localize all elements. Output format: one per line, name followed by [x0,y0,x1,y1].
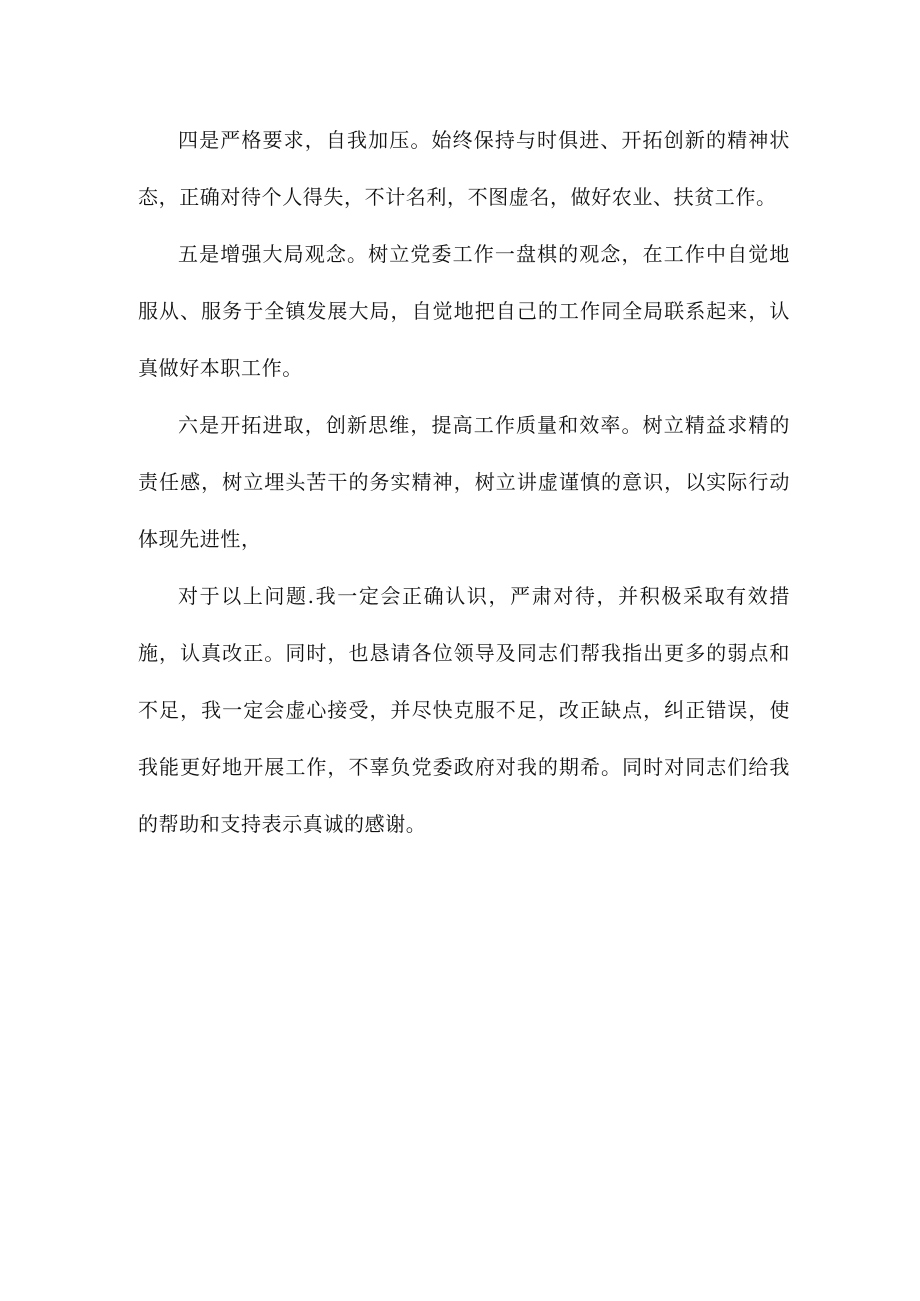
paragraph-6-innovation: 六是开拓进取，创新思维，提高工作质量和效率。树立精益求精的责任感，树立埋头苦干的务实精神，树立讲虚谨慎的意识，以实际行动体现先进性， [138,413,790,551]
paragraph-4-strict-requirements: 四是严格要求，自我加压。始终保持与时俱进、开拓创新的精神状态，正确对待个人得失，不计名利，不图虚名，做好农业、扶贫工作。 [138,128,790,209]
paragraph-conclusion: 对于以上问题.我一定会正确认识，严肃对待，并积极采取有效措施，认真改正。同时，也恳请各位领导及同志们帮我指出更多的弱点和不足，我一定会虚心接受，并尽快克服不足，改正缺点，纠正错误，使我能更好地开展工作，不辜负党委政府对我的期希。同时对同志们给我的帮助和支持表示真诚的感谢。 [138,584,790,836]
document-body [138,112,790,853]
paragraph-5-overall-view: 五是增强大局观念。树立党委工作一盘棋的观念，在工作中自觉地服从、服务于全镇发展大局，自觉地把自己的工作同全局联系起来，认真做好本职工作。 [138,242,790,380]
